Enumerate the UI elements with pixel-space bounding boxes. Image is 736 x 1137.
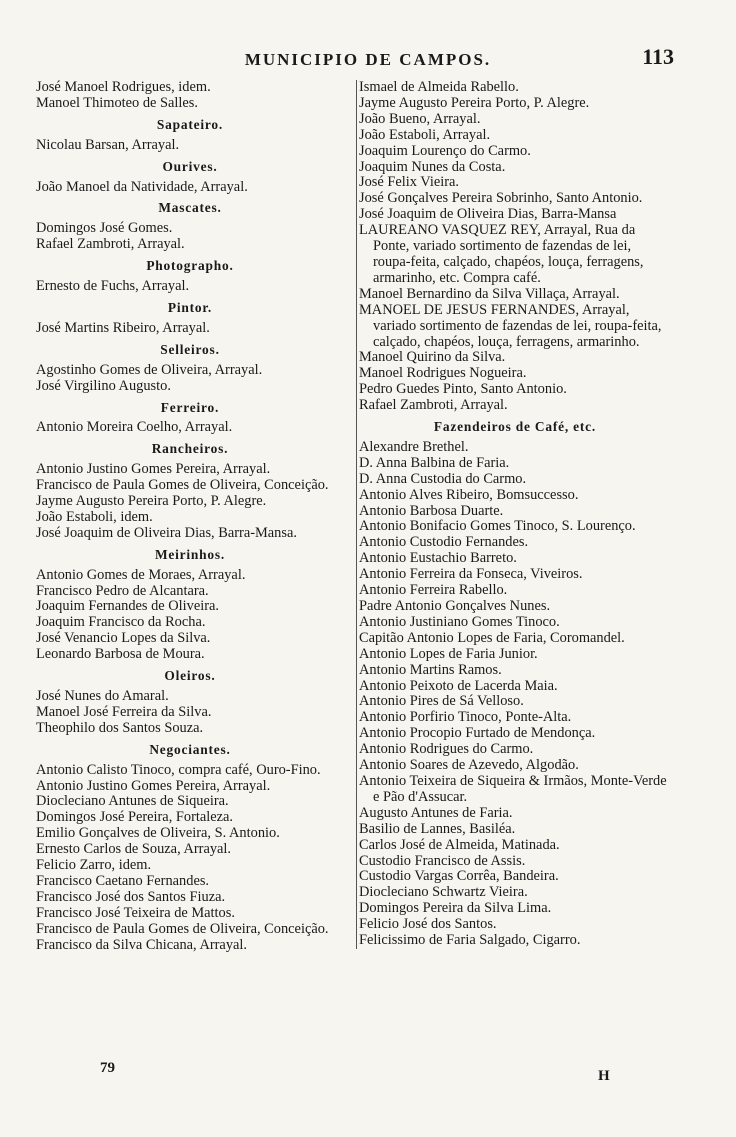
section-heading: Sapateiro. bbox=[156, 116, 224, 132]
directory-entry: Diocleciano Antunes de Siqueira. bbox=[36, 793, 229, 810]
directory-entry: Antonio Justino Gomes Pereira, Arrayal. bbox=[36, 777, 271, 794]
directory-entry: José Virgilino Augusto. bbox=[36, 377, 171, 394]
directory-entry: João Estaboli, idem. bbox=[36, 508, 153, 525]
directory-entry: Francisco José dos Santos Fiuza. bbox=[36, 888, 226, 905]
signature-mark-number: 79 bbox=[100, 1060, 115, 1076]
directory-entry: João Estaboli, Arrayal. bbox=[359, 126, 491, 143]
directory-entry: João Bueno, Arrayal. bbox=[359, 110, 481, 127]
directory-entry: Custodio Francisco de Assis. bbox=[359, 852, 526, 869]
directory-entry: Felicissimo de Faria Salgado, Cigarro. bbox=[359, 932, 581, 949]
directory-entry: Padre Antonio Gonçalves Nunes. bbox=[359, 598, 551, 614]
directory-entry: Joaquim Nunes da Costa. bbox=[359, 158, 506, 175]
directory-entry: Diocleciano Schwartz Vieira. bbox=[359, 884, 528, 901]
page-title: MUNICIPIO DE CAMPOS. bbox=[244, 50, 492, 69]
directory-entry: Francisco de Paula Gomes de Oliveira, Conceição. bbox=[36, 920, 329, 937]
directory-entry: Antonio Soares de Azevedo, Algodão. bbox=[359, 757, 579, 774]
page-number: 113 bbox=[642, 44, 674, 69]
directory-entry: Felicio José dos Santos. bbox=[359, 916, 497, 933]
directory-entry: Joaquim Fernandes de Oliveira. bbox=[36, 598, 220, 615]
section-heading: Ourives. bbox=[162, 158, 218, 174]
directory-entry: Antonio Gomes de Moraes, Arrayal. bbox=[36, 566, 246, 583]
directory-entry: D. Anna Balbina de Faria. bbox=[359, 454, 510, 471]
directory-entry: Antonio Porfirio Tinoco, Ponte-Alta. bbox=[359, 709, 572, 726]
directory-entry: Antonio Ferreira Rabello. bbox=[359, 582, 508, 599]
directory-entry: Alexandre Brethel. bbox=[359, 438, 469, 455]
directory-entry: Antonio Peixoto de Lacerda Maia. bbox=[359, 677, 558, 694]
directory-entry: Jayme Augusto Pereira Porto, P. Alegre. bbox=[36, 493, 267, 510]
directory-entry: D. Anna Custodia do Carmo. bbox=[359, 470, 527, 487]
signature-mark-letter: H bbox=[598, 1068, 610, 1084]
directory-entry: José Gonçalves Pereira Sobrinho, Santo Antonio. bbox=[359, 190, 643, 207]
directory-entry: Manoel Quirino da Silva. bbox=[359, 349, 506, 366]
directory-entry: Antonio Rodrigues do Carmo. bbox=[359, 741, 534, 758]
directory-entry: Manoel Rodrigues Nogueira. bbox=[359, 365, 527, 382]
directory-entry: Antonio Martins Ramos. bbox=[359, 661, 502, 678]
directory-entry: Antonio Teixeira de Siqueira & Irmãos, Monte-Verde e Pão d'Assucar. bbox=[359, 772, 667, 805]
directory-entry: João Manoel da Natividade, Arrayal. bbox=[36, 178, 248, 195]
section-heading: Ferreiro. bbox=[160, 399, 220, 415]
directory-entry: Domingos José Pereira, Fortaleza. bbox=[36, 809, 234, 826]
directory-entry: LAUREANO VASQUEZ REY, Arrayal, Rua da Ponte, variado sortimento de fazendas de lei, roupa-feita, calçado, chapéos, louça, ferragens, armarinho, etc. Compra café. bbox=[359, 222, 644, 286]
directory-entry: Domingos José Gomes. bbox=[36, 220, 173, 237]
directory-entry: Antonio Procopio Furtado de Mendonça. bbox=[359, 725, 596, 742]
directory-entry: Manoel Thimoteo de Salles. bbox=[36, 94, 198, 111]
directory-entry: Pedro Guedes Pinto, Santo Antonio. bbox=[359, 381, 567, 398]
directory-entry: Nicolau Barsan, Arrayal. bbox=[36, 136, 180, 153]
directory-entry: Felicio Zarro, idem. bbox=[36, 857, 152, 874]
section-heading: Oleiros. bbox=[164, 668, 216, 684]
directory-entry: Joaquim Francisco da Rocha. bbox=[36, 614, 206, 631]
directory-entry: Antonio Moreira Coelho, Arrayal. bbox=[36, 419, 233, 436]
page-header bbox=[0, 44, 736, 76]
directory-entry: Manoel Bernardino da Silva Villaça, Arrayal. bbox=[359, 285, 620, 302]
directory-entry: Francisco de Paula Gomes de Oliveira, Conceição. bbox=[36, 477, 329, 494]
directory-entry: José Joaquim de Oliveira Dias, Barra-Mansa. bbox=[36, 524, 297, 541]
directory-entry: Antonio Custodio Fernandes. bbox=[359, 534, 529, 551]
section-heading: Rancheiros. bbox=[151, 441, 229, 457]
section-heading: Photographo. bbox=[146, 258, 234, 274]
directory-entry: Theophilo dos Santos Souza. bbox=[36, 719, 204, 736]
directory-entry: José Manoel Rodrigues, idem. bbox=[36, 79, 211, 95]
directory-entry: Emilio Gonçalves de Oliveira, S. Antonio. bbox=[36, 825, 280, 842]
directory-entry: Ernesto de Fuchs, Arrayal. bbox=[36, 278, 190, 295]
directory-entry: Ernesto Carlos de Souza, Arrayal. bbox=[36, 841, 232, 858]
directory-entry: Rafael Zambroti, Arrayal. bbox=[359, 397, 508, 414]
directory-entry: Antonio Justiniano Gomes Tinoco. bbox=[359, 613, 560, 630]
directory-entry: José Venancio Lopes da Silva. bbox=[36, 630, 211, 647]
section-heading: Pintor. bbox=[167, 299, 213, 315]
directory-entry: Antonio Bonifacio Gomes Tinoco, S. Lourenço. bbox=[359, 518, 636, 535]
directory-entry: Carlos José de Almeida, Matinada. bbox=[359, 836, 560, 853]
directory-entry: Agostinho Gomes de Oliveira, Arrayal. bbox=[36, 361, 263, 378]
section-heading: Selleiros. bbox=[160, 341, 220, 357]
directory-entry: Jayme Augusto Pereira Porto, P. Alegre. bbox=[359, 94, 590, 111]
directory-entry: José Joaquim de Oliveira Dias, Barra-Mansa bbox=[359, 206, 617, 223]
directory-entry: Manoel José Ferreira da Silva. bbox=[36, 703, 212, 720]
directory-entry: José Martins Ribeiro, Arrayal. bbox=[36, 319, 210, 336]
directory-entry: Antonio Justino Gomes Pereira, Arrayal. bbox=[36, 461, 271, 478]
right-column bbox=[356, 80, 671, 949]
directory-entry: José Nunes do Amaral. bbox=[36, 688, 169, 704]
directory-entry: Leonardo Barbosa de Moura. bbox=[36, 646, 205, 663]
directory-entry: Domingos Pereira da Silva Lima. bbox=[359, 900, 552, 917]
directory-entry: Antonio Ferreira da Fonseca, Viveiros. bbox=[359, 566, 583, 583]
directory-entry: Antonio Pires de Sá Velloso. bbox=[359, 693, 524, 710]
directory-entry: Antonio Calisto Tinoco, compra café, Ouro-Fino. bbox=[36, 761, 321, 778]
section-heading: Meirinhos. bbox=[154, 546, 226, 562]
directory-entry: Augusto Antunes de Faria. bbox=[359, 804, 513, 821]
section-heading: Mascates. bbox=[158, 200, 222, 216]
directory-entry: Custodio Vargas Corrêa, Bandeira. bbox=[359, 868, 559, 885]
directory-entry: Francisco da Silva Chicana, Arrayal. bbox=[36, 936, 247, 953]
directory-entry: Capitão Antonio Lopes de Faria, Coromandel. bbox=[359, 629, 625, 646]
directory-entry: Francisco José Teixeira de Mattos. bbox=[36, 904, 235, 921]
directory-entry: Antonio Lopes de Faria Junior. bbox=[359, 645, 538, 662]
directory-entry: Antonio Alves Ribeiro, Bomsuccesso. bbox=[359, 486, 579, 503]
directory-entry: Basilio de Lannes, Basiléa. bbox=[359, 820, 516, 837]
left-column bbox=[36, 80, 344, 954]
directory-entry: Antonio Eustachio Barreto. bbox=[359, 550, 517, 567]
directory-entry: Ismael de Almeida Rabello. bbox=[359, 79, 519, 95]
section-heading: Negociantes. bbox=[149, 741, 231, 757]
directory-entry: José Felix Vieira. bbox=[359, 174, 459, 191]
section-heading: Fazendeiros de Café, etc. bbox=[433, 419, 597, 435]
directory-entry: Rafael Zambroti, Arrayal. bbox=[36, 236, 185, 253]
directory-entry: Joaquim Lourenço do Carmo. bbox=[359, 142, 531, 159]
directory-entry: Francisco Caetano Fernandes. bbox=[36, 872, 210, 889]
directory-entry: Francisco Pedro de Alcantara. bbox=[36, 582, 209, 599]
directory-entry: Antonio Barbosa Duarte. bbox=[359, 502, 504, 519]
directory-entry: MANOEL DE JESUS FERNANDES, Arrayal, variado sortimento de fazendas de lei, roupa-feita, calçado, chapéos, louça, ferragens, armarinho. bbox=[359, 301, 662, 350]
